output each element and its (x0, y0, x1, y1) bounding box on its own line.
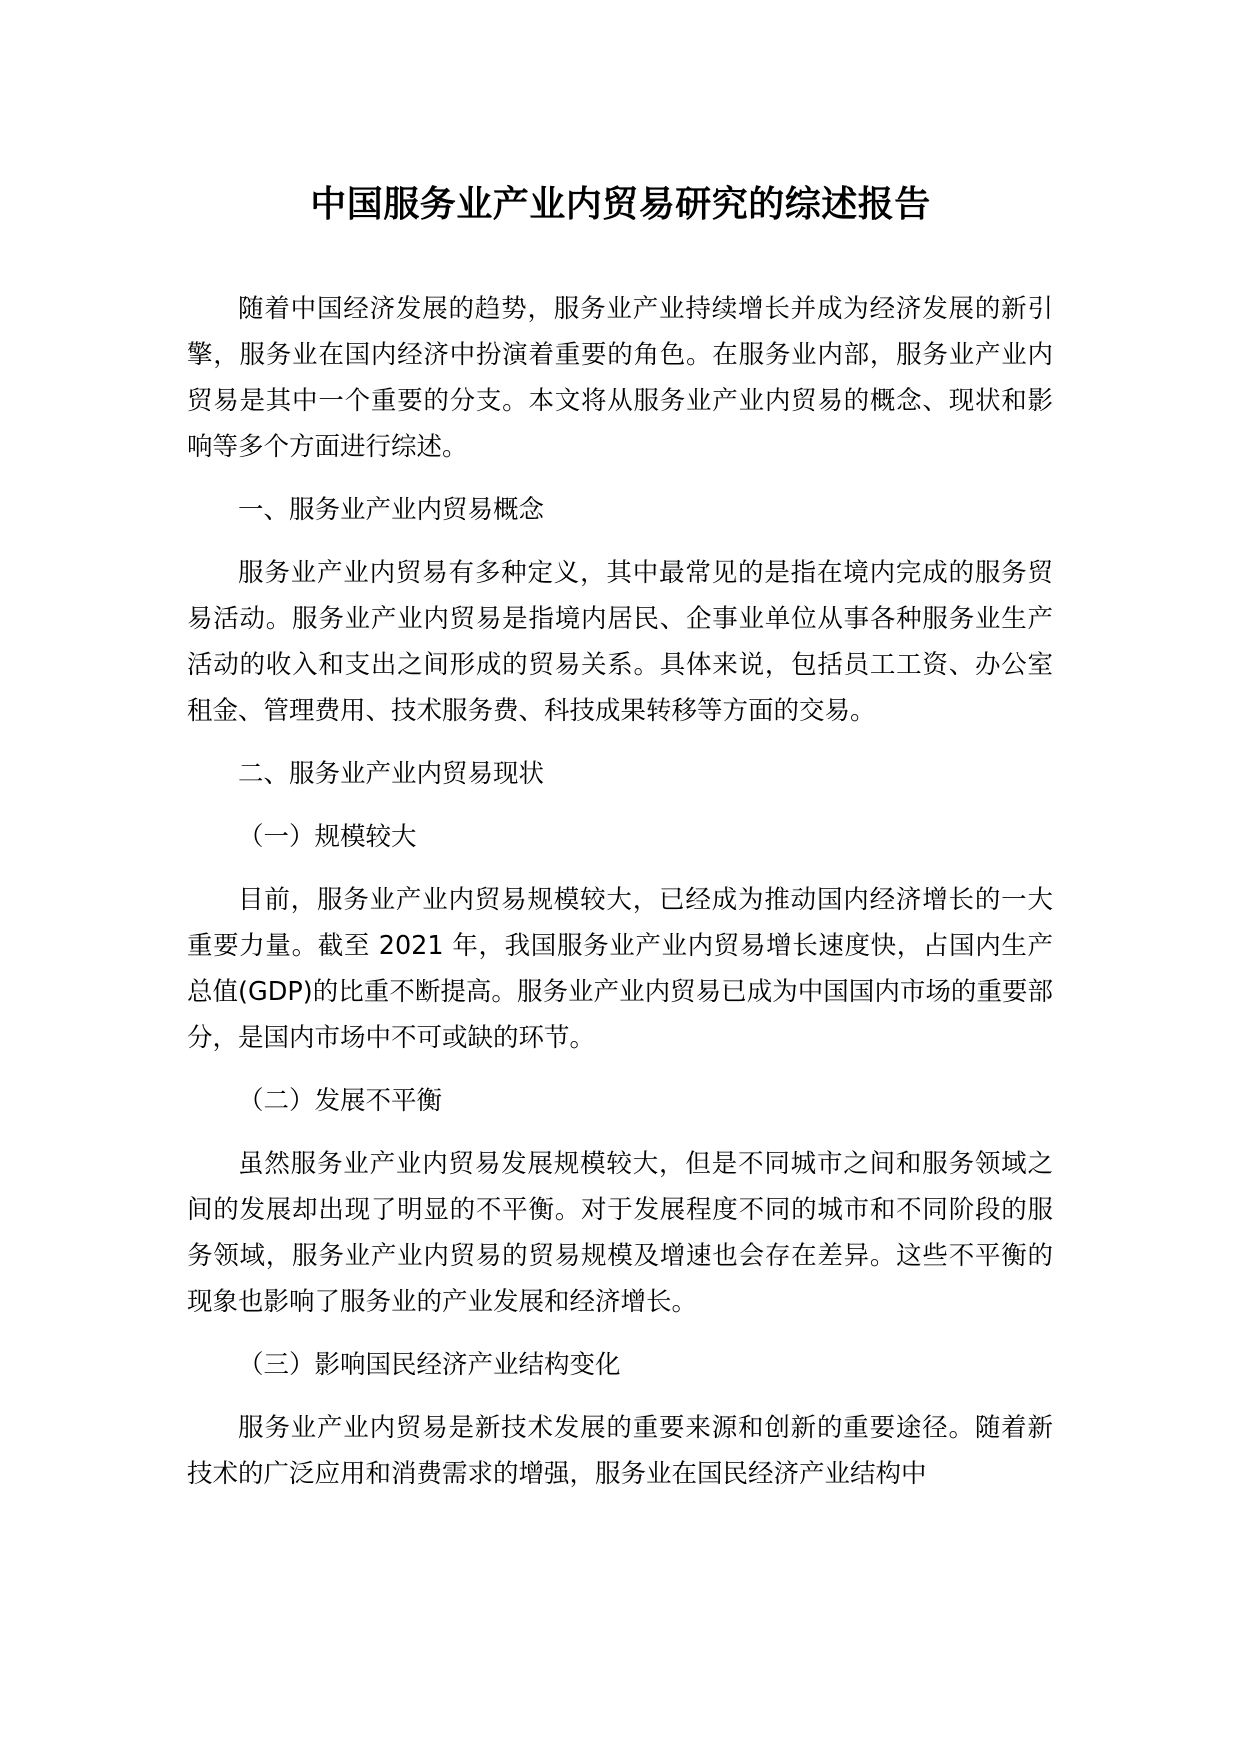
subsection-3-paragraph: 服务业产业内贸易是新技术发展的重要来源和创新的重要途径。随着新技术的广泛应用和消费需求的增强，服务业在国民经济产业结构中 (187, 1413, 1053, 1489)
subsection-1-paragraph: 目前，服务业产业内贸易规模较大，已经成为推动国内经济增长的一大重要力量。截至 2021 年，我国服务业产业内贸易增长速度快，占国内生产总值(GDP)的比重不断提高。服务业产业内贸易已成为中国国内市场的重要部分，是国内市场中不可或缺的环节。 (187, 885, 1053, 1053)
section-1-heading: 一、服务业产业内贸易概念 (238, 495, 545, 525)
subsection-2-paragraph: 虽然服务业产业内贸易发展规模较大，但是不同城市之间和服务领域之间的发展却出现了明显的不平衡。对于发展程度不同的城市和不同阶段的服务领域，服务业产业内贸易的贸易规模及增速也会存在差异。这些不平衡的现象也影响了服务业的产业发展和经济增长。 (187, 1149, 1053, 1317)
subsection-2-heading: （二）发展不平衡 (238, 1086, 443, 1116)
section-2-heading: 二、服务业产业内贸易现状 (238, 759, 545, 789)
section-1-paragraph: 服务业产业内贸易有多种定义，其中最常见的是指在境内完成的服务贸易活动。服务业产业内贸易是指境内居民、企事业单位从事各种服务业生产活动的收入和支出之间形成的贸易关系。具体来说，包括员工工资、办公室租金、管理费用、技术服务费、科技成果转移等方面的交易。 (187, 558, 1053, 726)
subsection-1-heading: （一）规模较大 (238, 822, 417, 852)
document-title: 中国服务业产业内贸易研究的综述报告 (310, 184, 931, 225)
intro-paragraph: 随着中国经济发展的趋势，服务业产业持续增长并成为经济发展的新引擎，服务业在国内经济中扮演着重要的角色。在服务业内部，服务业产业内贸易是其中一个重要的分支。本文将从服务业产业内贸易的概念、现状和影响等多个方面进行综述。 (187, 294, 1053, 462)
document-body (187, 286, 1053, 1497)
subsection-3-heading: （三）影响国民经济产业结构变化 (238, 1350, 621, 1380)
